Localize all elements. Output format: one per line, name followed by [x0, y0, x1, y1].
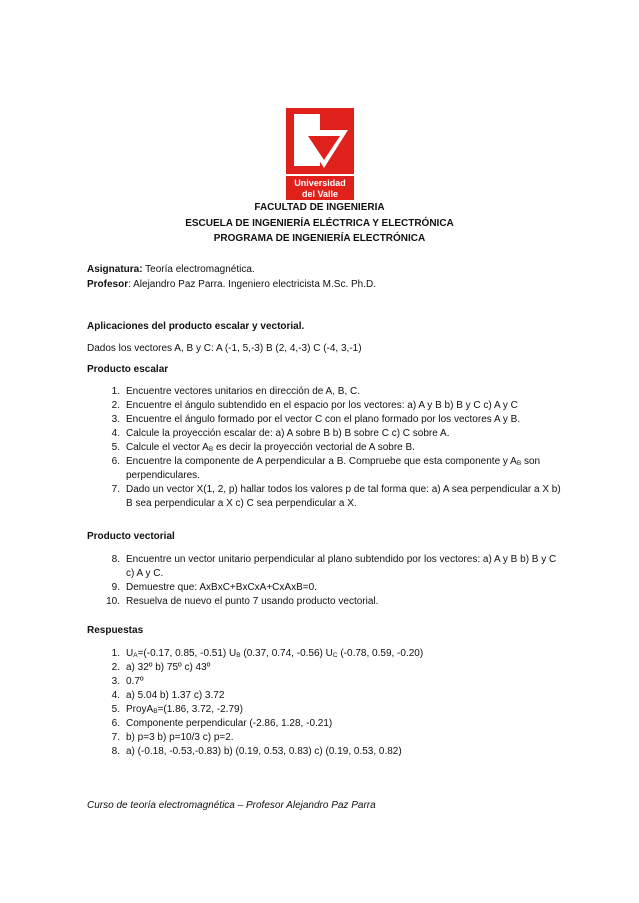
list-item: [104, 413, 564, 427]
item-text: Encuentre vectores unitarios en dirección de A, B, C.: [126, 386, 361, 397]
page-footer: Curso de teoría electromagnética – Profesor Alejandro Paz Parra: [87, 800, 376, 811]
item-text: es decir la proyección vectorial de A sobre B.: [213, 442, 415, 453]
item-number: 6.: [111, 456, 120, 467]
header-program: PROGRAMA DE INGENIERÍA ELECTRÓNICA: [213, 233, 426, 244]
escalar-title: Producto escalar: [87, 364, 169, 375]
section-title: Aplicaciones del producto escalar y vectorial.: [87, 321, 305, 332]
list-item: [104, 745, 564, 759]
list-item: [104, 689, 564, 703]
item-number: 5.: [111, 442, 120, 453]
item-text: Calcule la proyección escalar de: a) A sobre B b) B sobre C c) C sobre A.: [126, 428, 450, 439]
asignatura-value: Teoría electromagnética.: [142, 264, 255, 275]
item-text: son perpendiculares.: [126, 456, 541, 481]
list-item: [104, 581, 564, 595]
item-number: 8.: [111, 746, 120, 757]
escalar-list: [104, 385, 564, 511]
item-text: =(1.86, 3.72, -2.79): [157, 704, 243, 715]
list-item: [104, 731, 564, 745]
intro-text: Dados los vectores A, B y C: A (-1, 5,-3) B (2, 4,-3) C (-4, 3,-1): [87, 343, 362, 354]
item-number: 3.: [111, 676, 120, 687]
item-number: 6.: [111, 718, 120, 729]
item-text: Demuestre que: AxBxC+BxCxA+CxAxB=0.: [126, 582, 317, 593]
list-item: [104, 661, 564, 675]
item-text: ProyA: [126, 704, 154, 715]
item-text: 0.7º: [126, 676, 144, 687]
item-subscript: B: [153, 708, 158, 715]
item-text: b) p=3 b) p=10/3 c) p=2.: [126, 732, 234, 743]
profesor-label: Profesor: [87, 279, 129, 290]
item-subscript: C: [332, 652, 338, 659]
university-logo: [286, 108, 354, 200]
respuestas-list: [104, 647, 564, 759]
header-school: ESCUELA DE INGENIERÍA ELÉCTRICA Y ELECTRÓNICA: [185, 218, 454, 229]
item-subscript: B: [516, 460, 522, 467]
item-text: Encuentre el ángulo subtendido en el espacio por los vectores: a) A y B b) B y C c) A y C: [126, 400, 518, 411]
item-number: 9.: [111, 582, 120, 593]
respuestas-title: Respuestas: [87, 625, 144, 636]
item-number: 4.: [111, 428, 120, 439]
list-item: [104, 399, 564, 413]
item-text: a) (-0.18, -0.53,-0.83) b) (0.19, 0.53, 0.83) c) (0.19, 0.53, 0.82): [126, 746, 402, 757]
item-text: a) 32º b) 75º c) 43º: [126, 662, 211, 673]
item-text: Resuelva de nuevo el punto 7 usando producto vectorial.: [126, 596, 379, 607]
item-text: Encuentre un vector unitario perpendicular al plano subtendido por los vectores: a) A y B b) B y C c) A y C.: [126, 554, 557, 579]
item-number: 7.: [111, 732, 120, 743]
list-item: [104, 455, 564, 483]
item-text: =(-0.17, 0.85, -0.51) U: [137, 648, 237, 659]
item-text: U: [126, 648, 134, 659]
list-item: [104, 427, 564, 441]
item-text: a) 5.04 b) 1.37 c) 3.72: [126, 690, 225, 701]
list-item: [104, 385, 564, 399]
item-text: Encuentre la componente de A perpendicular a B. Compruebe que esta componente y A: [126, 456, 517, 467]
item-number: 3.: [111, 414, 120, 425]
item-number: 2.: [111, 662, 120, 673]
item-number: 10.: [106, 596, 120, 607]
item-number: 7.: [111, 484, 120, 495]
list-item: [104, 675, 564, 689]
list-item: [104, 441, 564, 455]
asignatura-label: Asignatura:: [87, 264, 143, 275]
item-number: 8.: [111, 554, 120, 565]
vectorial-list: [104, 553, 564, 609]
header-faculty: FACULTAD DE INGENIERIA: [254, 202, 385, 213]
item-subscript: B: [208, 446, 214, 453]
asignatura-line: [87, 263, 255, 277]
item-text: (-0.78, 0.59, -0.20): [337, 648, 424, 659]
item-text: (0.37, 0.74, -0.56) U: [240, 648, 333, 659]
item-text: Dado un vector X(1, 2, p) hallar todos los valores p de tal forma que: a) A sea perpendicular a X b) B sea perpendicular a X c) C sea perpendicular a X.: [126, 484, 561, 509]
profesor-line: [87, 278, 376, 292]
logo-text-2: del Valle: [301, 189, 339, 199]
item-subscript: B: [236, 652, 241, 659]
vectorial-title: Producto vectorial: [87, 531, 175, 542]
list-item: [104, 553, 564, 581]
item-number: 4.: [111, 690, 120, 701]
item-number: 1.: [111, 648, 120, 659]
profesor-value: : Alejandro Paz Parra. Ingeniero electricista M.Sc. Ph.D.: [128, 279, 377, 290]
list-item: [104, 647, 564, 661]
item-number: 5.: [111, 704, 120, 715]
item-subscript: A: [133, 652, 138, 659]
item-number: 1.: [111, 386, 120, 397]
item-text: Componente perpendicular (-2.86, 1.28, -0.21): [126, 718, 333, 729]
logo-text-1: Universidad: [294, 178, 346, 188]
item-text: Calcule el vector A: [126, 442, 209, 453]
list-item: [104, 595, 564, 609]
item-number: 2.: [111, 400, 120, 411]
list-item: [104, 717, 564, 731]
list-item: [104, 483, 564, 511]
item-text: Encuentre el ángulo formado por el vector C con el plano formado por los vectores A y B.: [126, 414, 521, 425]
list-item: [104, 703, 564, 717]
